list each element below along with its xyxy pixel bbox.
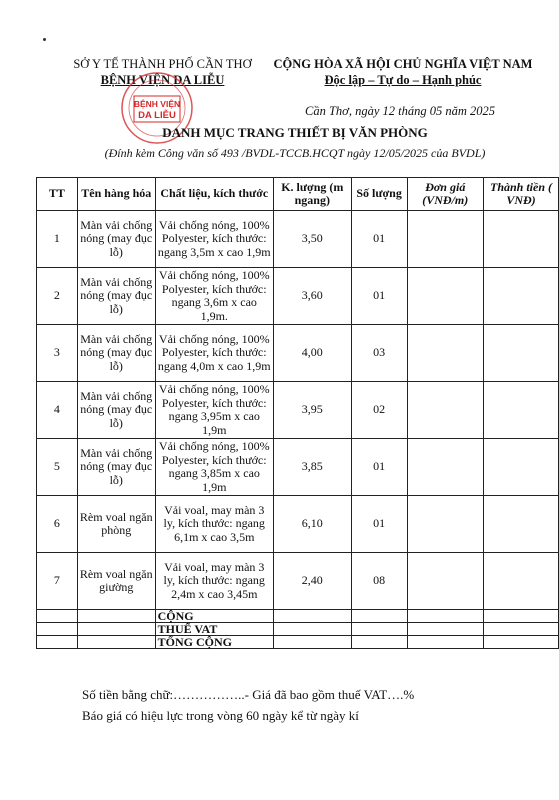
cell-material: Vải voal, may màn 3 ly, kích thước: ngang 6,1m x cao 3,5m: [155, 496, 273, 553]
amount-in-words: Số tiền bằng chữ:……………..- Giá đã bao gồm thuế VAT….%: [82, 687, 415, 702]
grand-total-row: [37, 636, 559, 649]
cell-length: 3,85: [273, 439, 351, 496]
cell-material: Vải chống nóng, 100% Polyester, kích thước: ngang 3,95m x cao 1,9m: [155, 382, 273, 439]
table-row: [37, 211, 559, 268]
cell-total: [484, 268, 559, 325]
cell-length: 3,60: [273, 268, 351, 325]
cell-material: Vải voal, may màn 3 ly, kích thước: ngang 2,4m x cao 3,45m: [155, 553, 273, 610]
hospital-name: BỆNH VIỆN DA LIỄU: [100, 73, 225, 87]
cell-material: Vải chống nóng, 100% Polyester, kích thước: ngang 3,85m x cao 1,9m: [155, 439, 273, 496]
cell-price: [407, 439, 484, 496]
cell-name: Màn vải chống nóng (may đục lỗ): [77, 325, 155, 382]
country-motto: Độc lập – Tự do – Hạnh phúc: [324, 73, 482, 87]
cell-price: [407, 325, 484, 382]
stamp-line2: DA LIỄU: [138, 110, 176, 121]
cell-material: Vải chống nóng, 100% Polyester, kích thước: ngang 3,5m x cao 1,9m: [155, 211, 273, 268]
table-row: [37, 268, 559, 325]
cell-total: [484, 496, 559, 553]
stamp-line1: BỆNH VIỆN: [133, 99, 181, 109]
table-row: [37, 439, 559, 496]
cell-total: [484, 382, 559, 439]
cell-material: Vải chống nóng, 100% Polyester, kích thước: ngang 4,0m x cao 1,9m: [155, 325, 273, 382]
grand-total-label: TỔNG CỘNG: [155, 636, 273, 649]
cell-tt: 2: [37, 268, 78, 325]
cell-qty: 01: [351, 439, 407, 496]
col-header-material: Chất liệu, kích thước: [155, 178, 273, 211]
cell-price: [407, 496, 484, 553]
cell-qty: 01: [351, 211, 407, 268]
col-header-qty: Số lượng: [351, 178, 407, 211]
table-row: [37, 553, 559, 610]
cell-qty: 01: [351, 268, 407, 325]
col-header-total: Thành tiền ( VNĐ): [484, 178, 559, 211]
cell-total: [484, 553, 559, 610]
cell-length: 4,00: [273, 325, 351, 382]
subtotal-label: CỘNG: [155, 610, 273, 623]
cell-name: Màn vải chống nóng (may đục lỗ): [77, 382, 155, 439]
cell-total: [484, 325, 559, 382]
table-row: [37, 325, 559, 382]
cell-name: Rèm voal ngăn phòng: [77, 496, 155, 553]
table-row: [37, 382, 559, 439]
national-header: [258, 56, 548, 88]
col-header-length: K. lượng (m ngang): [273, 178, 351, 211]
cell-length: 3,50: [273, 211, 351, 268]
country-name: CỘNG HÒA XÃ HỘI CHỦ NGHĨA VIỆT NAM: [273, 57, 533, 71]
cell-total: [484, 439, 559, 496]
document-title: DANH MỤC TRANG THIẾT BỊ VĂN PHÒNG: [162, 125, 428, 140]
cell-tt: 6: [37, 496, 78, 553]
department-name: SỞ Y TẾ THÀNH PHỐ CẦN THƠ: [73, 57, 252, 71]
cell-price: [407, 211, 484, 268]
cell-qty: 08: [351, 553, 407, 610]
cell-tt: 4: [37, 382, 78, 439]
cell-length: 6,10: [273, 496, 351, 553]
cell-price: [407, 268, 484, 325]
table-header-row: [37, 178, 559, 211]
scan-dot: [43, 38, 46, 41]
cell-name: Màn vải chống nóng (may đục lỗ): [77, 268, 155, 325]
col-header-name: Tên hàng hóa: [77, 178, 155, 211]
vat-label: THUẾ VAT: [155, 623, 273, 636]
equipment-table: [36, 177, 559, 649]
cell-tt: 3: [37, 325, 78, 382]
col-header-tt: TT: [37, 178, 78, 211]
cell-price: [407, 382, 484, 439]
cell-tt: 7: [37, 553, 78, 610]
cell-qty: 03: [351, 325, 407, 382]
quote-validity: Báo giá có hiệu lực trong vòng 60 ngày kể từ ngày kí: [82, 708, 359, 723]
col-header-price: Đơn giá (VNĐ/m): [407, 178, 484, 211]
document-date: Cần Thơ, ngày 12 tháng 05 năm 2025: [304, 104, 495, 118]
cell-name: Màn vải chống nóng (may đục lỗ): [77, 439, 155, 496]
cell-length: 2,40: [273, 553, 351, 610]
cell-total: [484, 211, 559, 268]
cell-qty: 02: [351, 382, 407, 439]
cell-tt: 1: [37, 211, 78, 268]
vat-row: [37, 623, 559, 636]
cell-name: Rèm voal ngăn giường: [77, 553, 155, 610]
cell-qty: 01: [351, 496, 407, 553]
document-subtitle: (Đính kèm Công văn số 493 /BVDL-TCCB.HCQT ngày 12/05/2025 của BVDL): [104, 146, 486, 160]
cell-name: Màn vải chống nóng (may đục lỗ): [77, 211, 155, 268]
cell-price: [407, 553, 484, 610]
cell-length: 3,95: [273, 382, 351, 439]
cell-material: Vải chống nóng, 100% Polyester, kích thước: ngang 3,6m x cao 1,9m.: [155, 268, 273, 325]
cell-tt: 5: [37, 439, 78, 496]
table-row: [37, 496, 559, 553]
subtotal-row: [37, 610, 559, 623]
